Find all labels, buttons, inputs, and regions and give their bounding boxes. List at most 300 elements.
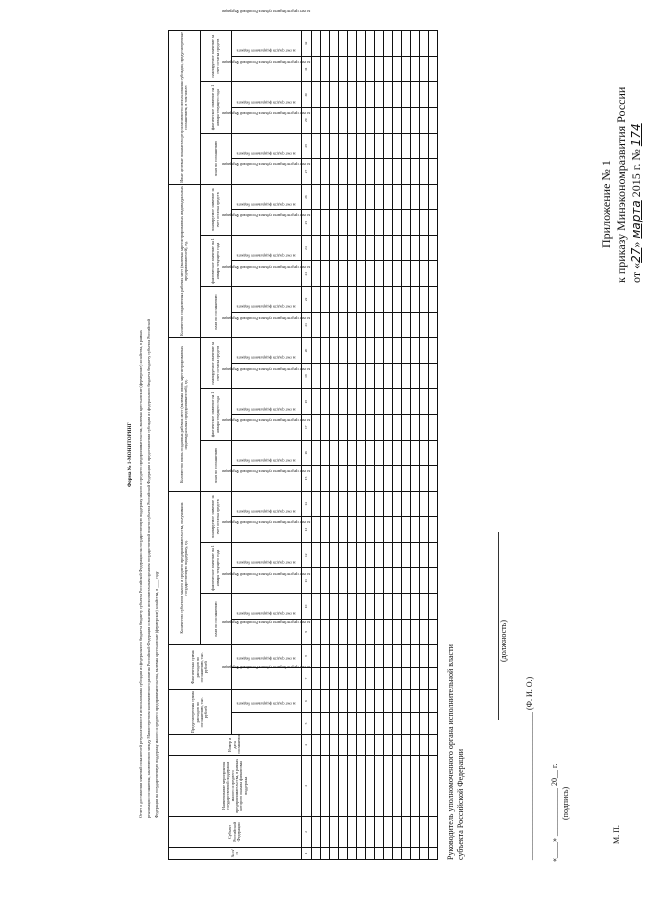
table-cell[interactable] <box>411 619 420 645</box>
table-cell[interactable] <box>384 755 393 816</box>
table-cell[interactable] <box>348 159 357 185</box>
table-cell[interactable] <box>402 414 411 440</box>
table-cell[interactable] <box>366 287 375 313</box>
table-cell[interactable] <box>330 568 339 594</box>
table-cell[interactable] <box>357 466 366 492</box>
table-cell[interactable] <box>411 107 420 133</box>
table-cell[interactable] <box>321 261 330 287</box>
table-cell[interactable] <box>366 184 375 210</box>
table-cell[interactable] <box>429 517 438 543</box>
table-cell[interactable] <box>348 414 357 440</box>
table-cell[interactable] <box>393 817 402 848</box>
table-cell[interactable] <box>366 414 375 440</box>
table-cell[interactable] <box>411 568 420 594</box>
table-cell[interactable] <box>402 184 411 210</box>
table-cell[interactable] <box>411 712 420 735</box>
table-cell[interactable] <box>348 847 357 859</box>
table-cell[interactable] <box>411 235 420 261</box>
table-cell[interactable] <box>420 414 429 440</box>
table-cell[interactable] <box>375 735 384 755</box>
table-cell[interactable] <box>375 667 384 690</box>
table-cell[interactable] <box>339 712 348 735</box>
table-cell[interactable] <box>420 338 429 364</box>
table-cell[interactable] <box>348 389 357 415</box>
table-cell[interactable] <box>339 210 348 236</box>
table-cell[interactable] <box>357 755 366 816</box>
table-cell[interactable] <box>357 645 366 668</box>
table-cell[interactable] <box>366 312 375 338</box>
table-cell[interactable] <box>384 159 393 185</box>
table-cell[interactable] <box>384 466 393 492</box>
table-cell[interactable] <box>348 338 357 364</box>
table-cell[interactable] <box>402 31 411 57</box>
table-cell[interactable] <box>429 645 438 668</box>
table-cell[interactable] <box>366 491 375 517</box>
table-cell[interactable] <box>393 107 402 133</box>
table-cell[interactable] <box>429 568 438 594</box>
table-cell[interactable] <box>312 31 321 57</box>
table-cell[interactable] <box>375 184 384 210</box>
table-cell[interactable] <box>348 82 357 108</box>
table-cell[interactable] <box>429 712 438 735</box>
table-cell[interactable] <box>366 56 375 82</box>
table-cell[interactable] <box>429 619 438 645</box>
table-cell[interactable] <box>402 491 411 517</box>
table-cell[interactable] <box>312 594 321 620</box>
table-cell[interactable] <box>402 542 411 568</box>
table-cell[interactable] <box>429 363 438 389</box>
table-cell[interactable] <box>348 568 357 594</box>
table-cell[interactable] <box>393 517 402 543</box>
table-cell[interactable] <box>366 517 375 543</box>
table-cell[interactable] <box>339 235 348 261</box>
table-cell[interactable] <box>375 312 384 338</box>
table-cell[interactable] <box>339 440 348 466</box>
table-cell[interactable] <box>411 56 420 82</box>
table-cell[interactable] <box>393 363 402 389</box>
table-cell[interactable] <box>375 56 384 82</box>
table-cell[interactable] <box>321 312 330 338</box>
table-cell[interactable] <box>321 755 330 816</box>
table-cell[interactable] <box>339 466 348 492</box>
table-cell[interactable] <box>393 755 402 816</box>
table-cell[interactable] <box>402 82 411 108</box>
table-cell[interactable] <box>348 645 357 668</box>
table-cell[interactable] <box>330 31 339 57</box>
table-cell[interactable] <box>393 594 402 620</box>
table-cell[interactable] <box>357 667 366 690</box>
table-cell[interactable] <box>339 184 348 210</box>
table-cell[interactable] <box>384 31 393 57</box>
table-cell[interactable] <box>411 82 420 108</box>
table-cell[interactable] <box>393 619 402 645</box>
table-cell[interactable] <box>384 363 393 389</box>
table-cell[interactable] <box>357 690 366 713</box>
table-cell[interactable] <box>375 645 384 668</box>
table-cell[interactable] <box>375 31 384 57</box>
table-cell[interactable] <box>393 645 402 668</box>
table-cell[interactable] <box>312 568 321 594</box>
table-cell[interactable] <box>411 491 420 517</box>
table-cell[interactable] <box>357 491 366 517</box>
table-cell[interactable] <box>402 645 411 668</box>
table-cell[interactable] <box>321 235 330 261</box>
table-cell[interactable] <box>429 389 438 415</box>
table-cell[interactable] <box>348 542 357 568</box>
table-cell[interactable] <box>321 56 330 82</box>
table-cell[interactable] <box>339 159 348 185</box>
table-cell[interactable] <box>330 440 339 466</box>
table-cell[interactable] <box>348 287 357 313</box>
table-cell[interactable] <box>402 817 411 848</box>
table-cell[interactable] <box>384 312 393 338</box>
table-cell[interactable] <box>366 712 375 735</box>
table-cell[interactable] <box>312 619 321 645</box>
table-cell[interactable] <box>321 847 330 859</box>
table-cell[interactable] <box>384 517 393 543</box>
table-cell[interactable] <box>411 210 420 236</box>
table-cell[interactable] <box>402 338 411 364</box>
table-cell[interactable] <box>420 389 429 415</box>
table-cell[interactable] <box>393 312 402 338</box>
table-cell[interactable] <box>411 690 420 713</box>
table-cell[interactable] <box>357 287 366 313</box>
table-cell[interactable] <box>366 389 375 415</box>
table-cell[interactable] <box>312 645 321 668</box>
table-cell[interactable] <box>375 568 384 594</box>
table-cell[interactable] <box>402 712 411 735</box>
table-cell[interactable] <box>393 31 402 57</box>
table-cell[interactable] <box>411 261 420 287</box>
table-cell[interactable] <box>384 735 393 755</box>
table-cell[interactable] <box>429 847 438 859</box>
table-cell[interactable] <box>411 440 420 466</box>
table-cell[interactable] <box>312 491 321 517</box>
table-cell[interactable] <box>330 645 339 668</box>
table-cell[interactable] <box>420 690 429 713</box>
table-cell[interactable] <box>429 287 438 313</box>
table-cell[interactable] <box>375 287 384 313</box>
table-cell[interactable] <box>420 755 429 816</box>
table-cell[interactable] <box>321 466 330 492</box>
table-cell[interactable] <box>312 107 321 133</box>
table-cell[interactable] <box>348 594 357 620</box>
table-cell[interactable] <box>321 287 330 313</box>
table-cell[interactable] <box>330 312 339 338</box>
table-cell[interactable] <box>375 817 384 848</box>
table-cell[interactable] <box>312 667 321 690</box>
table-cell[interactable] <box>348 184 357 210</box>
table-cell[interactable] <box>348 466 357 492</box>
table-cell[interactable] <box>366 440 375 466</box>
table-cell[interactable] <box>357 312 366 338</box>
table-cell[interactable] <box>393 235 402 261</box>
table-cell[interactable] <box>366 817 375 848</box>
table-cell[interactable] <box>348 261 357 287</box>
table-cell[interactable] <box>321 159 330 185</box>
table-cell[interactable] <box>402 568 411 594</box>
table-cell[interactable] <box>384 712 393 735</box>
table-cell[interactable] <box>393 466 402 492</box>
table-cell[interactable] <box>330 363 339 389</box>
table-cell[interactable] <box>402 594 411 620</box>
table-cell[interactable] <box>339 755 348 816</box>
table-cell[interactable] <box>357 735 366 755</box>
table-cell[interactable] <box>366 755 375 816</box>
table-cell[interactable] <box>357 389 366 415</box>
table-cell[interactable] <box>339 690 348 713</box>
table-cell[interactable] <box>339 56 348 82</box>
table-cell[interactable] <box>366 619 375 645</box>
table-cell[interactable] <box>402 312 411 338</box>
table-cell[interactable] <box>375 133 384 159</box>
table-cell[interactable] <box>330 287 339 313</box>
table-cell[interactable] <box>402 159 411 185</box>
table-cell[interactable] <box>375 82 384 108</box>
table-cell[interactable] <box>384 594 393 620</box>
table-cell[interactable] <box>312 56 321 82</box>
table-cell[interactable] <box>375 755 384 816</box>
table-cell[interactable] <box>321 817 330 848</box>
table-cell[interactable] <box>348 210 357 236</box>
table-cell[interactable] <box>411 542 420 568</box>
table-cell[interactable] <box>357 235 366 261</box>
table-cell[interactable] <box>393 667 402 690</box>
table-cell[interactable] <box>420 107 429 133</box>
table-cell[interactable] <box>321 667 330 690</box>
table-cell[interactable] <box>330 389 339 415</box>
table-cell[interactable] <box>366 735 375 755</box>
table-cell[interactable] <box>321 82 330 108</box>
table-cell[interactable] <box>348 31 357 57</box>
table-cell[interactable] <box>312 517 321 543</box>
table-cell[interactable] <box>402 389 411 415</box>
table-cell[interactable] <box>321 690 330 713</box>
table-cell[interactable] <box>339 594 348 620</box>
table-cell[interactable] <box>330 594 339 620</box>
table-cell[interactable] <box>339 667 348 690</box>
table-cell[interactable] <box>375 414 384 440</box>
table-cell[interactable] <box>402 619 411 645</box>
table-cell[interactable] <box>384 107 393 133</box>
table-cell[interactable] <box>411 414 420 440</box>
table-cell[interactable] <box>411 338 420 364</box>
table-cell[interactable] <box>429 594 438 620</box>
table-cell[interactable] <box>429 56 438 82</box>
table-cell[interactable] <box>393 184 402 210</box>
table-cell[interactable] <box>393 287 402 313</box>
table-cell[interactable] <box>339 735 348 755</box>
table-cell[interactable] <box>420 287 429 313</box>
table-cell[interactable] <box>411 363 420 389</box>
table-cell[interactable] <box>384 667 393 690</box>
table-cell[interactable] <box>384 817 393 848</box>
table-cell[interactable] <box>366 338 375 364</box>
table-cell[interactable] <box>357 440 366 466</box>
table-cell[interactable] <box>384 389 393 415</box>
table-cell[interactable] <box>357 817 366 848</box>
table-cell[interactable] <box>429 82 438 108</box>
table-cell[interactable] <box>384 414 393 440</box>
table-cell[interactable] <box>330 261 339 287</box>
table-cell[interactable] <box>402 287 411 313</box>
table-cell[interactable] <box>330 735 339 755</box>
table-cell[interactable] <box>321 594 330 620</box>
table-cell[interactable] <box>375 440 384 466</box>
table-cell[interactable] <box>411 594 420 620</box>
table-cell[interactable] <box>411 133 420 159</box>
table-cell[interactable] <box>429 414 438 440</box>
table-cell[interactable] <box>330 82 339 108</box>
table-cell[interactable] <box>411 735 420 755</box>
table-cell[interactable] <box>420 312 429 338</box>
table-cell[interactable] <box>384 235 393 261</box>
table-cell[interactable] <box>348 517 357 543</box>
table-cell[interactable] <box>312 82 321 108</box>
table-cell[interactable] <box>366 31 375 57</box>
table-cell[interactable] <box>330 107 339 133</box>
table-cell[interactable] <box>312 690 321 713</box>
table-cell[interactable] <box>357 210 366 236</box>
table-cell[interactable] <box>312 389 321 415</box>
table-cell[interactable] <box>375 517 384 543</box>
table-cell[interactable] <box>312 133 321 159</box>
table-cell[interactable] <box>375 491 384 517</box>
table-cell[interactable] <box>357 261 366 287</box>
table-cell[interactable] <box>348 440 357 466</box>
table-cell[interactable] <box>393 712 402 735</box>
table-cell[interactable] <box>420 466 429 492</box>
table-cell[interactable] <box>321 414 330 440</box>
table-cell[interactable] <box>429 159 438 185</box>
table-cell[interactable] <box>393 133 402 159</box>
table-cell[interactable] <box>321 389 330 415</box>
table-cell[interactable] <box>366 466 375 492</box>
table-cell[interactable] <box>375 363 384 389</box>
table-cell[interactable] <box>339 133 348 159</box>
table-cell[interactable] <box>429 31 438 57</box>
table-cell[interactable] <box>366 210 375 236</box>
table-cell[interactable] <box>375 690 384 713</box>
table-cell[interactable] <box>420 82 429 108</box>
table-cell[interactable] <box>312 261 321 287</box>
table-cell[interactable] <box>375 389 384 415</box>
table-cell[interactable] <box>312 712 321 735</box>
table-cell[interactable] <box>321 568 330 594</box>
table-cell[interactable] <box>339 645 348 668</box>
table-cell[interactable] <box>312 440 321 466</box>
table-cell[interactable] <box>330 619 339 645</box>
table-cell[interactable] <box>312 363 321 389</box>
table-cell[interactable] <box>366 690 375 713</box>
table-cell[interactable] <box>348 712 357 735</box>
table-cell[interactable] <box>402 107 411 133</box>
table-cell[interactable] <box>312 755 321 816</box>
table-cell[interactable] <box>402 363 411 389</box>
table-cell[interactable] <box>357 847 366 859</box>
table-cell[interactable] <box>339 287 348 313</box>
table-cell[interactable] <box>384 542 393 568</box>
table-cell[interactable] <box>348 56 357 82</box>
table-cell[interactable] <box>357 542 366 568</box>
table-cell[interactable] <box>366 594 375 620</box>
table-cell[interactable] <box>339 363 348 389</box>
table-cell[interactable] <box>312 414 321 440</box>
table-cell[interactable] <box>420 31 429 57</box>
table-cell[interactable] <box>420 133 429 159</box>
table-cell[interactable] <box>321 184 330 210</box>
table-cell[interactable] <box>384 261 393 287</box>
table-cell[interactable] <box>402 440 411 466</box>
table-cell[interactable] <box>411 667 420 690</box>
table-cell[interactable] <box>384 184 393 210</box>
table-cell[interactable] <box>411 159 420 185</box>
table-cell[interactable] <box>411 517 420 543</box>
table-cell[interactable] <box>312 312 321 338</box>
table-cell[interactable] <box>420 210 429 236</box>
table-cell[interactable] <box>339 568 348 594</box>
table-cell[interactable] <box>384 645 393 668</box>
table-cell[interactable] <box>339 82 348 108</box>
table-cell[interactable] <box>429 466 438 492</box>
table-cell[interactable] <box>393 82 402 108</box>
table-cell[interactable] <box>384 491 393 517</box>
table-cell[interactable] <box>429 261 438 287</box>
table-cell[interactable] <box>330 235 339 261</box>
table-cell[interactable] <box>411 466 420 492</box>
table-cell[interactable] <box>393 735 402 755</box>
table-cell[interactable] <box>375 466 384 492</box>
table-cell[interactable] <box>321 107 330 133</box>
table-cell[interactable] <box>366 261 375 287</box>
table-cell[interactable] <box>411 645 420 668</box>
table-cell[interactable] <box>330 338 339 364</box>
table-cell[interactable] <box>420 667 429 690</box>
table-cell[interactable] <box>429 690 438 713</box>
table-cell[interactable] <box>375 159 384 185</box>
table-cell[interactable] <box>402 735 411 755</box>
table-cell[interactable] <box>420 735 429 755</box>
table-cell[interactable] <box>357 159 366 185</box>
table-cell[interactable] <box>357 568 366 594</box>
table-cell[interactable] <box>339 517 348 543</box>
table-cell[interactable] <box>429 133 438 159</box>
table-cell[interactable] <box>429 817 438 848</box>
table-cell[interactable] <box>420 184 429 210</box>
table-cell[interactable] <box>402 667 411 690</box>
table-cell[interactable] <box>420 594 429 620</box>
table-cell[interactable] <box>312 542 321 568</box>
table-cell[interactable] <box>402 466 411 492</box>
table-cell[interactable] <box>348 735 357 755</box>
table-cell[interactable] <box>420 159 429 185</box>
table-cell[interactable] <box>348 235 357 261</box>
table-cell[interactable] <box>429 107 438 133</box>
table-cell[interactable] <box>366 133 375 159</box>
table-cell[interactable] <box>312 184 321 210</box>
table-cell[interactable] <box>420 363 429 389</box>
table-cell[interactable] <box>393 568 402 594</box>
table-cell[interactable] <box>384 440 393 466</box>
table-cell[interactable] <box>375 107 384 133</box>
table-cell[interactable] <box>357 184 366 210</box>
table-cell[interactable] <box>321 735 330 755</box>
table-cell[interactable] <box>384 56 393 82</box>
table-cell[interactable] <box>393 491 402 517</box>
table-cell[interactable] <box>348 107 357 133</box>
table-cell[interactable] <box>366 159 375 185</box>
table-cell[interactable] <box>366 363 375 389</box>
